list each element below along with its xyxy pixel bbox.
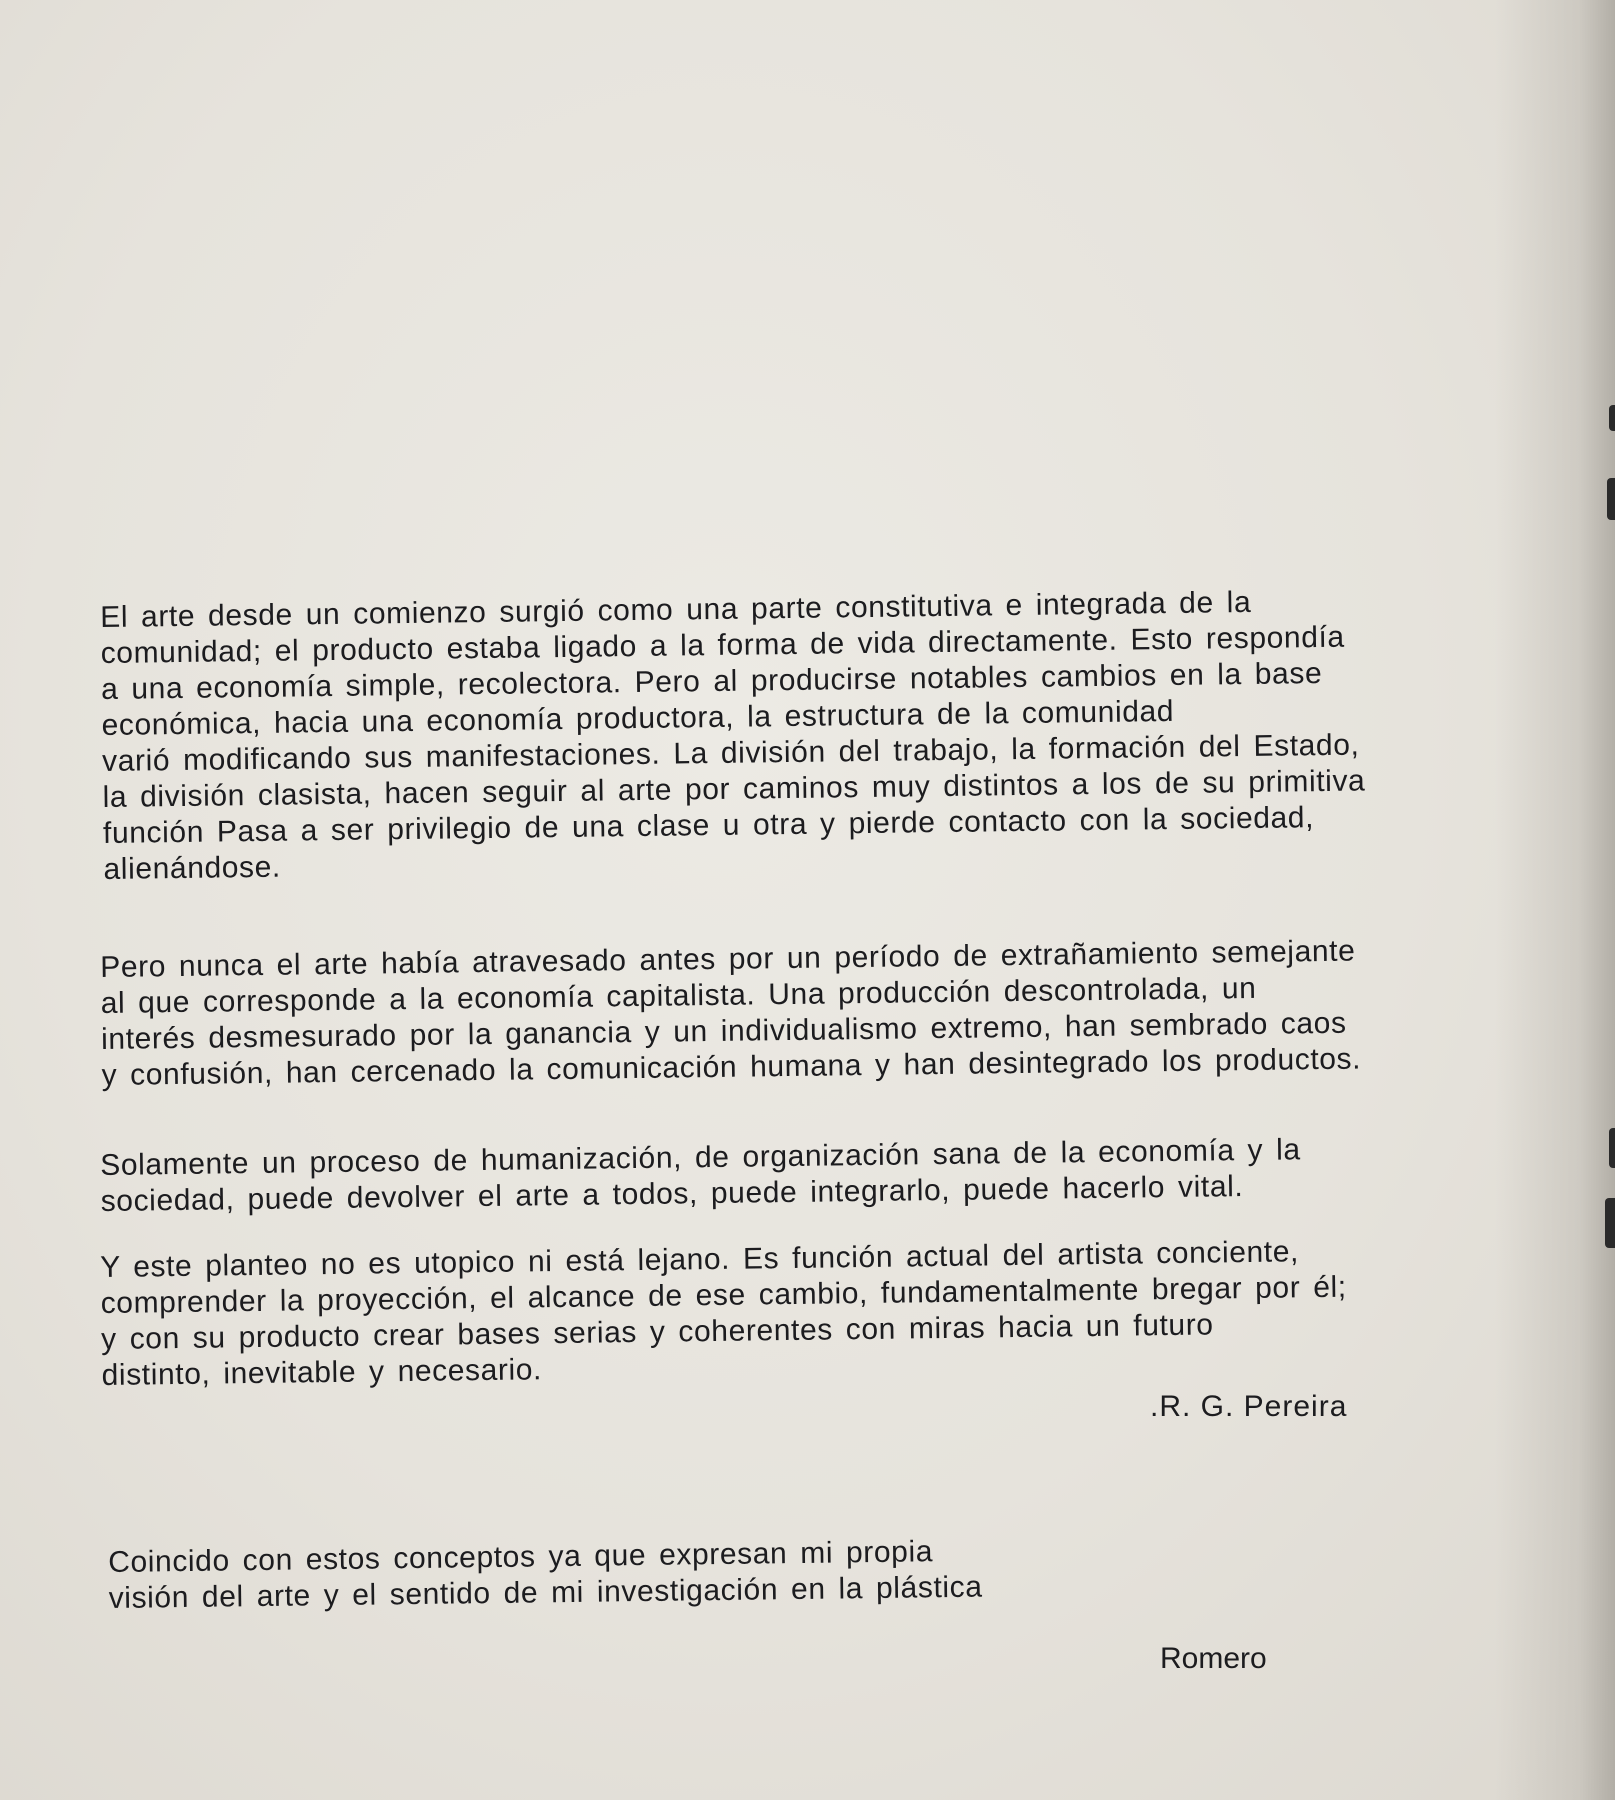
binding-mark (1609, 1128, 1615, 1168)
text-line: visión del arte y el sentido de mi investigación en la plástica (108, 1570, 983, 1615)
text-line: al que corresponde a la economía capitalista. Una producción descontrolada, un (100, 971, 1257, 1020)
text-line: El arte desde un comienzo surgió como una parte constitutiva e integrada de la (100, 585, 1252, 634)
paragraph-origins-of-art (100, 585, 1520, 888)
text-line: y confusión, han cercenado la comunicación humana y han desintegrado los productos. (101, 1042, 1362, 1092)
text-line: económica, hacia una economía productora, la estructura de la comunidad (101, 694, 1175, 742)
text-line: Coincido con estos conceptos ya que expresan mi propia (108, 1535, 934, 1579)
text-line: función Pasa a ser privilegio de una clase u otra y pierde contacto con la sociedad, (102, 801, 1315, 850)
text-line: varió modificando sus manifestaciones. La división del trabajo, la formación del Estado, (101, 728, 1360, 778)
text-line: Pero nunca el arte había atravesado antes por un período de extrañamiento semejante (100, 934, 1356, 984)
paragraph-capitalist-estrangement (100, 934, 1520, 1094)
text-line: interés desmesurado por la ganancia y un individualismo extremo, han sembrado caos (100, 1006, 1347, 1056)
text-line: Solamente un proceso de humanización, de organización sana de la economía y la (100, 1133, 1301, 1182)
binding-mark (1605, 1198, 1615, 1248)
text-line: comunidad; el producto estaba ligado a la forma de vida directamente. Esto respondía (100, 620, 1345, 670)
text-line: alienándose. (103, 850, 282, 886)
paragraph-humanization (100, 1133, 1520, 1220)
text-line: a una economía simple, recolectora. Pero al producirse notables cambios en la base (100, 657, 1323, 706)
paragraph-agreement (108, 1535, 1528, 1617)
binding-mark (1607, 478, 1615, 520)
text-line: sociedad, puede devolver el arte a todos, puede integrarlo, puede hacerlo vital. (100, 1170, 1244, 1218)
text-line: distinto, inevitable y necesario. (101, 1353, 543, 1392)
paragraph-artist-function (100, 1235, 1520, 1394)
text-line: la división clasista, hacen seguir al arte por caminos muy distintos a los de su primitiva (102, 764, 1366, 814)
binding-mark (1609, 405, 1615, 431)
text-line: Y este planteo no es utopico ni está lejano. Es función actual del artista conciente, (100, 1235, 1300, 1284)
signature-romero: Romero (1160, 1642, 1267, 1675)
text-line: y con su producto crear bases serias y coherentes con miras hacia un futuro (100, 1308, 1214, 1356)
text-line: comprender la proyección, el alcance de ese cambio, fundamentalmente bregar por él; (100, 1270, 1347, 1320)
signature-pereira: .R. G. Pereira (1150, 1390, 1348, 1423)
